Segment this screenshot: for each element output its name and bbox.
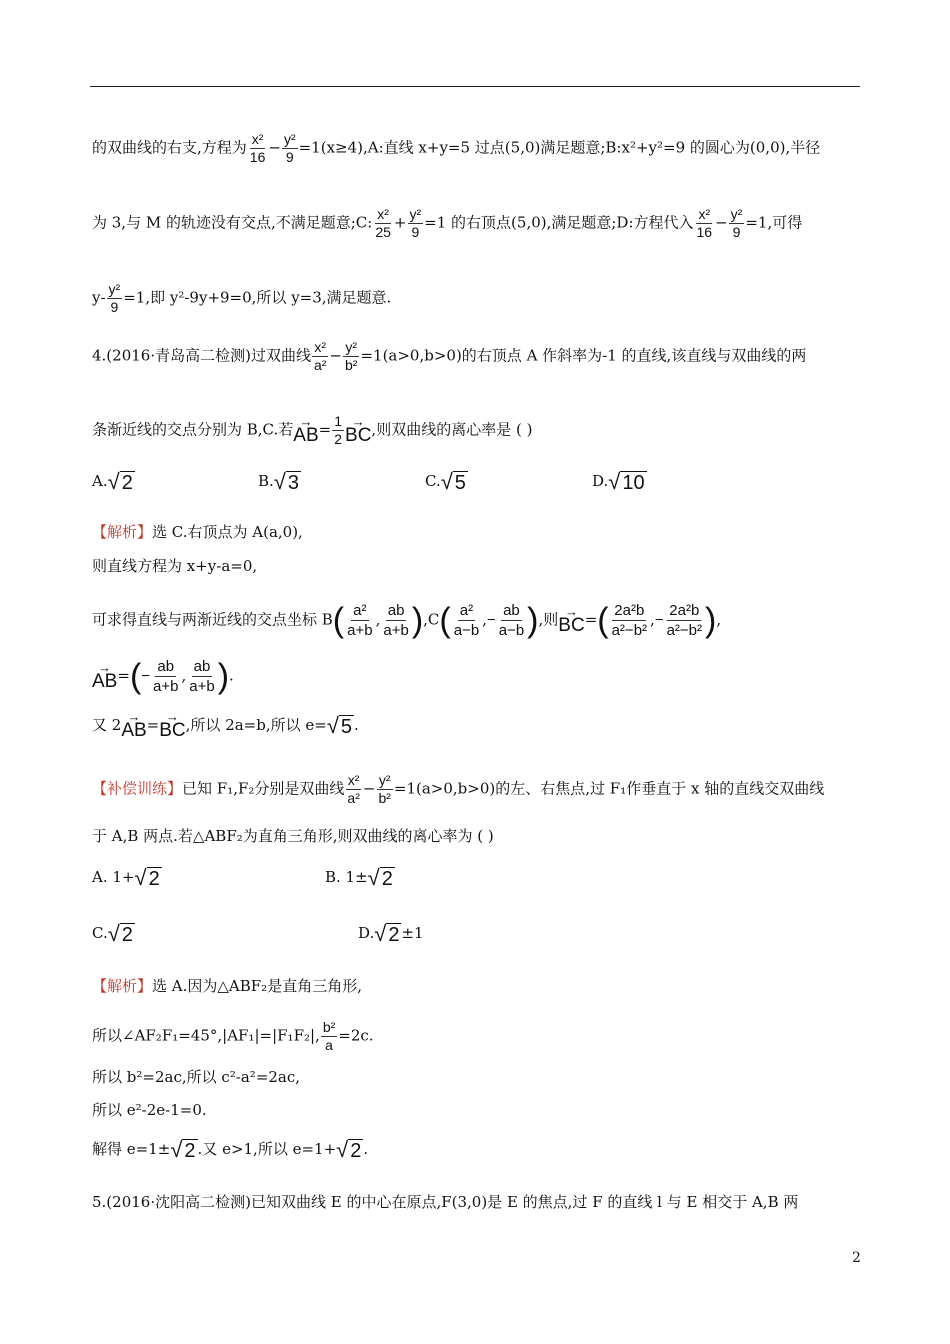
fraction: $\frac{\text{a²}}{a+b}$ [347, 602, 373, 639]
fraction: $\frac{ab}{a+b}$ [383, 602, 409, 639]
sqrt-2: √ 2 [134, 865, 160, 890]
fraction: $\frac{\text{x²}}{\text{a²}}$ [347, 772, 360, 806]
fraction: $\frac{\text{y²}}{9}$ [730, 206, 743, 240]
solution-line: 又 2 → AB = → BC ,所以 2a=b,所以 e= √ 5 . [92, 709, 359, 741]
fraction: $\frac{\text{2a²b}}{\text{a²−b²}}$ [666, 602, 703, 639]
option-c: C. √ 2 [92, 921, 133, 946]
vector-ab: → AB [92, 659, 118, 692]
option-a: A. √ 2 [92, 469, 133, 494]
fraction: $\frac{\text{y²}}{9}$ [108, 281, 121, 315]
sqrt-10: √ 10 [608, 469, 645, 494]
sqrt-2: √ 2 [107, 921, 133, 946]
question-4-cont: 条渐近线的交点分别为 B,C.若 → AB = $\frac{1}{2}$ → BC ,则双曲线的离心率是 ( ) [92, 413, 533, 447]
solution-line: → AB =(− $\frac{ab}{a+b}$ , $\frac{ab}{a+b}$ ). [92, 657, 234, 696]
sqrt-2: √ 2 [107, 469, 133, 494]
sqrt-2: √ 2 [170, 1137, 196, 1162]
fraction: $\frac{ab}{a+b}$ [189, 658, 215, 695]
sqrt-5: √ 5 [326, 713, 353, 738]
supplementary-question: 【补偿训练】已知 F₁,F₂分别是双曲线 $\frac{\text{x²}}{\text{a²}}$ − $\frac{\text{y²}}{\text{b²}}$ =1(a>0,b>0)的左、右焦点,过 F₁作垂直于 x 轴的直线交双曲线 [92, 772, 825, 806]
option-b: B. √ 3 [258, 469, 299, 494]
solution-tag: 【解析】 [92, 523, 153, 541]
vector-bc: → BC [345, 413, 372, 446]
fraction: $\frac{\text{x²}}{25}$ [375, 206, 391, 240]
sqrt-2: √ 2 [336, 1137, 362, 1162]
fraction: $\frac{\text{x²}}{\text{a²}}$ [313, 339, 327, 373]
text-line: y- $\frac{\text{y²}}{9}$ =1,即 y²-9y+9=0,所以 y=3,满足题意. [92, 281, 392, 315]
option-d: D. √ 10 [592, 469, 645, 494]
solution-tag: 【解析】 [92, 977, 153, 995]
solution-line: 所以 b²=2ac,所以 c²-a²=2ac, [92, 1068, 301, 1086]
fraction: $\frac{ab}{a-b}$ [498, 602, 525, 639]
fraction: $\frac{\text{2a²b}}{\text{a²−b²}}$ [611, 602, 648, 639]
option-b: B. 1± √ 2 [325, 865, 393, 890]
solution-line: 可求得直线与两渐近线的交点坐标 B( $\frac{\text{a²}}{a+b}$ , $\frac{ab}{a+b}$ ),C( $\frac{\text{a²}}{a-b}$ ,− $\frac{ab}{a-b}$ ),则 → BC =( $\frac{\text{2a²b}}{\text{a²−b²}}$ ,− $\frac{\text{2a²b}}{\text{a²−b²}}$ ), [92, 601, 722, 640]
fraction: $\frac{ab}{a+b}$ [153, 658, 179, 695]
vector-ab: → AB [121, 709, 147, 741]
sqrt-3: √ 3 [273, 469, 299, 494]
text-line: 的双曲线的右支,方程为 $\frac{\text{x²}}{16}$ − $\frac{\text{y²}}{9}$ =1(x≥4),A:直线 x+y=5 过点(5,0)满足题意;B:x²+y²=9 的圆心为(0,0),半径 [92, 131, 821, 165]
vector-bc: → BC [558, 603, 585, 636]
sqrt-5: √ 5 [440, 469, 466, 494]
header-rule [90, 86, 860, 87]
vector-bc: → BC [159, 709, 186, 741]
solution-line: 则直线方程为 x+y-a=0, [92, 557, 258, 575]
option-a: A. 1+ √ 2 [92, 865, 160, 890]
question-4: 4.(2016·青岛高二检测)过双曲线 $\frac{\text{x²}}{\text{a²}}$ − $\frac{\text{y²}}{\text{b²}}$ =1(a>0,b>0)的右顶点 A 作斜率为-1 的直线,该直线与双曲线的两 [92, 339, 807, 373]
option-c: C. √ 5 [425, 469, 466, 494]
fraction: $\frac{\text{y²}}{9}$ [283, 131, 296, 165]
page-number: 2 [852, 1250, 861, 1266]
vector-ab: → AB [293, 413, 319, 446]
fraction: $\frac{\text{y²}}{\text{b²}}$ [345, 339, 358, 373]
fraction: $\frac{\text{y²}}{\text{b²}}$ [378, 772, 391, 806]
option-d: D. √ 2 ±1 [358, 921, 424, 946]
fraction: $\frac{\text{x²}}{16}$ [696, 206, 713, 240]
fraction: $\frac{\text{b²}}{a}$ [322, 1019, 336, 1053]
fraction: $\frac{\text{a²}}{a-b}$ [453, 602, 480, 639]
solution-line: 所以∠AF₂F₁=45°,|AF₁|=|F₁F₂|, $\frac{\text{b²}}{a}$ =2c. [92, 1019, 374, 1053]
solution-line: 所以 e²-2e-1=0. [92, 1101, 207, 1119]
fraction: $\frac{1}{2}$ [334, 413, 343, 447]
supplementary-tag: 【补偿训练】 [92, 779, 183, 798]
sqrt-2: √ 2 [367, 865, 393, 890]
solution-line: 【解析】选 C.右顶点为 A(a,0), [92, 523, 303, 541]
solution-line: 【解析】选 A.因为△ABF₂是直角三角形, [92, 977, 362, 995]
fraction: $\frac{\text{x²}}{16}$ [249, 131, 266, 165]
text-line: 为 3,与 M 的轨迹没有交点,不满足题意;C: $\frac{\text{x²}}{25}$ + $\frac{\text{y²}}{9}$ =1 的右顶点(5,0),满足题意;D:方程代入 $\frac{\text{x²}}{16}$ − $\frac{\text{y²}}{9}$ =1,可得 [92, 206, 803, 240]
solution-line: 解得 e=1± √ 2 .又 e>1,所以 e=1+ √ 2 . [92, 1137, 369, 1162]
sqrt-2: √ 2 [374, 921, 400, 946]
fraction: $\frac{\text{y²}}{9}$ [409, 206, 422, 240]
supplementary-question-cont: 于 A,B 两点.若△ABF₂为直角三角形,则双曲线的离心率为 ( ) [92, 827, 494, 845]
question-5: 5.(2016·沈阳高二检测)已知双曲线 E 的中心在原点,F(3,0)是 E 的焦点,过 F 的直线 l 与 E 相交于 A,B 两 [92, 1193, 799, 1211]
